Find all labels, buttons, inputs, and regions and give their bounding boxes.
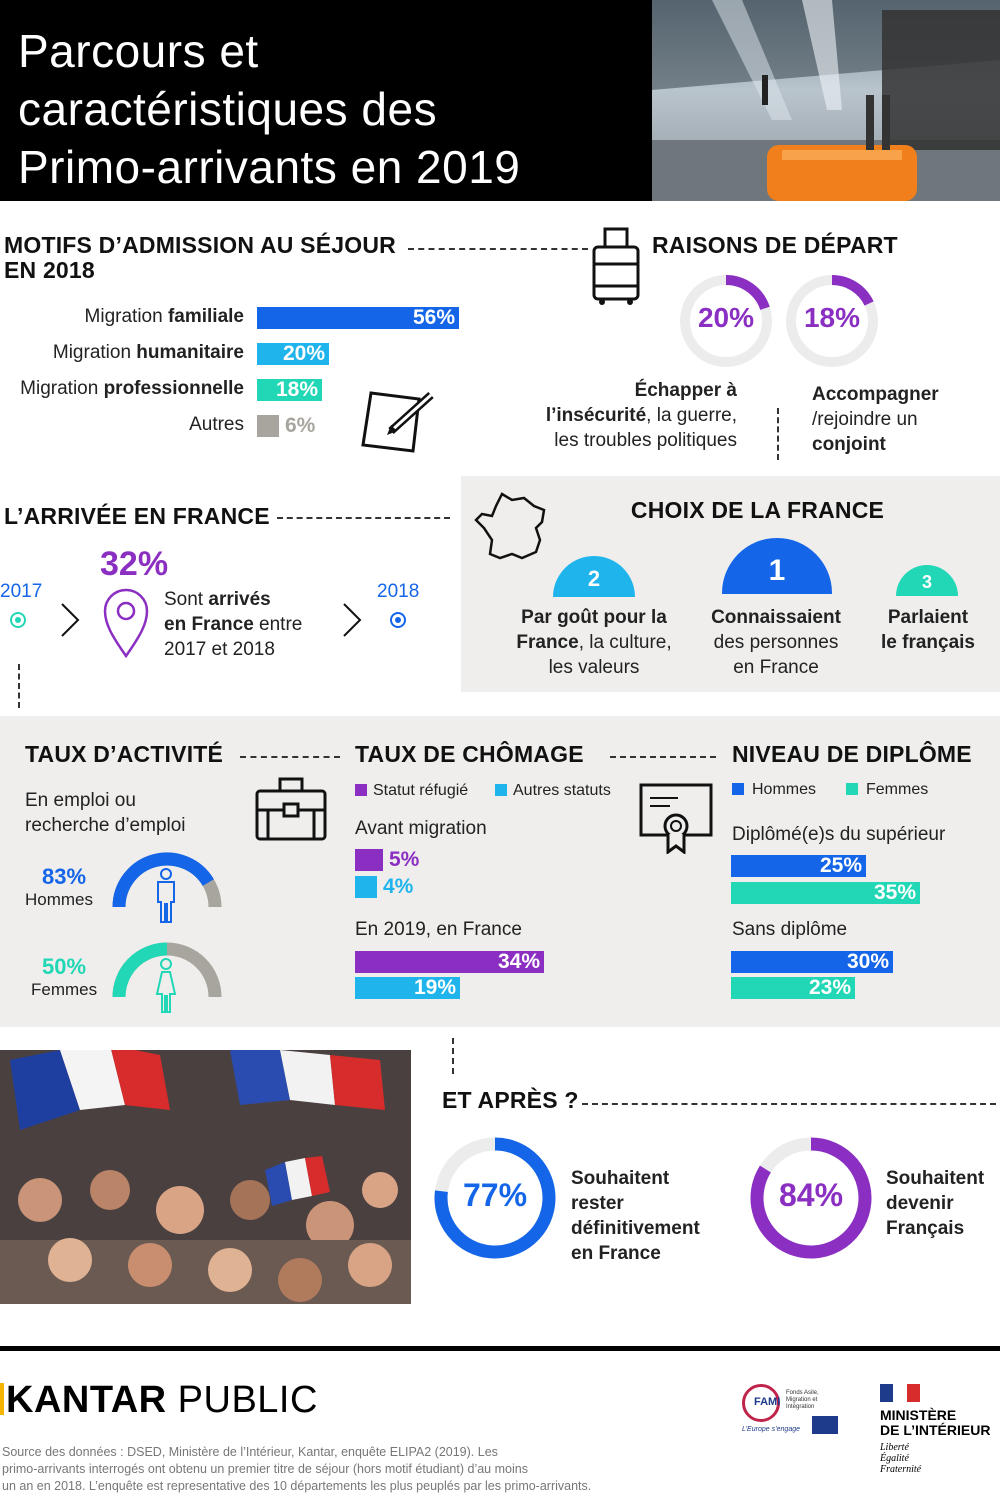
raisons-value-conjoint: 18% [803,302,861,333]
apres-value-rester: 77% [462,1177,528,1213]
chomage-bar-value: 5% [389,848,420,871]
choix-rank-3: 3 [896,565,958,596]
arrivee-value: 32% [100,545,169,583]
choix-label-gout: Par goût pour la France, la culture, les valeurs [516,607,672,678]
diplome-bar: 30% [731,951,893,973]
motifs-bar [257,415,279,437]
motifs-title: MOTIFS D’ADMISSION AU SÉJOUR EN 2018 [4,232,396,283]
apres-title: ET APRÈS ? [442,1087,579,1113]
raisons-title: RAISONS DE DÉPART [652,232,898,258]
airport-photo [652,0,1000,201]
header-banner [0,0,1000,201]
motifs-divider [408,248,588,250]
arrivee-title: L’ARRIVÉE EN FRANCE [4,503,270,529]
diplome-group-label-superieur: Diplômé(e)s du supérieur [732,824,946,845]
footer-rule [0,1346,1000,1351]
diploma-icon [638,782,714,859]
activite-women-label: Femmes [31,980,98,999]
motifs-bar-value: 6% [285,414,316,437]
arrivee-label: Sont arrivés en France entre 2017 et 2018 [164,589,303,660]
chomage-divider [610,756,716,758]
apres-label-francais: Souhaitent devenir Français [886,1168,985,1239]
motifs-bar: 18% [257,379,322,401]
source-note: Source des données : DSED, Ministère de l’Intérieur, Kantar, enquête ELIPA2 (2019). Les primo-arrivants interrogés ont obtenu un premier titre de séjour (hors motif étudiant) d’au moins un an en 2018. L’enquête est representative des 10 départements les plus peuplés par les primo-arrivants. [2,1445,592,1493]
raisons-label-insecurite: Échapper à l’insécurité, la guerre, les troubles politiques [545,380,737,451]
chomage-bar: 19% [355,977,460,999]
year-end-label: 2018 [377,581,420,602]
chomage-legend-autres: Autres statuts [495,782,611,800]
motifs-label: Migration humanitaire [52,342,244,363]
activite-title: TAUX D’ACTIVITÉ [25,741,224,767]
activite-men-value: 83% [42,864,87,889]
diplome-title: NIVEAU DE DIPLÔME [732,741,972,767]
apres-vertical-divider [452,1038,454,1074]
choix-title: CHOIX DE LA FRANCE [630,497,885,523]
raisons-value-insecurite: 20% [697,302,755,333]
diplome-legend-hommes: Hommes [732,781,816,799]
diplome-bar: 23% [731,977,855,999]
activite-men-label: Hommes [25,890,94,909]
chomage-bar: 34% [355,951,544,973]
raisons-label-conjoint: Accompagner /rejoindre un conjoint [812,384,939,455]
apres-label-rester: Souhaitent rester définitivement en France [571,1168,700,1264]
year-end-dot [390,612,406,628]
chomage-bar [355,849,383,871]
arrivee-divider [277,517,450,519]
activite-women-value: 50% [42,954,87,979]
fami-logo: FAMI Fonds Asile, Migration et Intégration L’Europe s’engage [742,1384,842,1440]
diplome-bar: 25% [731,855,866,877]
donut-arc [832,280,869,304]
crowd-photo [0,1050,411,1304]
choix-label-connaissances: Connaissaient des personnes en France [711,607,841,678]
chomage-group-label-2019: En 2019, en France [355,919,522,940]
page-title: Parcours et caractéristiques des Primo-arrivants en 2019 [18,25,521,193]
diplome-bar: 35% [731,882,920,904]
motifs-label: Migration familiale [84,306,244,327]
chomage-title: TAUX DE CHÔMAGE [355,741,584,767]
suitcase-icon [590,226,642,306]
eu-flag-icon [812,1416,838,1434]
diplome-group-label-sans: Sans diplôme [732,919,848,940]
raisons-divider [777,408,779,460]
apres-value-francais: 84% [778,1177,844,1213]
chomage-legend-refugie: Statut réfugié [355,782,468,800]
diplome-legend-femmes: Femmes [846,781,928,799]
motifs-label: Autres [189,414,244,435]
motifs-bar: 20% [257,343,329,365]
choix-label-francais: Parlaient le français [881,607,975,653]
year-start-dot [10,612,26,628]
ministere-logo: MINISTÈRE DE L’INTÉRIEUR Liberté Égalité Fraternité [880,1384,990,1475]
marianne-flag-icon [880,1384,920,1402]
chomage-bar [355,876,377,898]
woman-icon [154,958,178,1019]
chomage-bar-value: 4% [383,875,414,898]
briefcase-icon [254,776,328,847]
kantar-logo: KANTAR PUBLIC [0,1380,318,1420]
year-start-label: 2017 [0,581,43,602]
man-icon [154,868,178,929]
chevron-right-icon [342,602,362,643]
france-map-icon [472,488,552,573]
chevron-right-icon [60,602,80,643]
choix-rank-2: 2 [553,556,635,597]
arrivee-vertical-divider [18,664,20,708]
motifs-label: Migration professionnelle [20,378,244,399]
activite-subtitle: En emploi ou recherche d’emploi [25,790,186,836]
choix-rank-1: 1 [722,538,832,594]
activite-divider [240,756,340,758]
chomage-group-label-avant: Avant migration [355,818,487,839]
location-pin-icon [102,586,150,663]
apres-divider [582,1103,996,1105]
pen-paper-icon [357,385,441,455]
motifs-bar: 56% [257,307,459,329]
